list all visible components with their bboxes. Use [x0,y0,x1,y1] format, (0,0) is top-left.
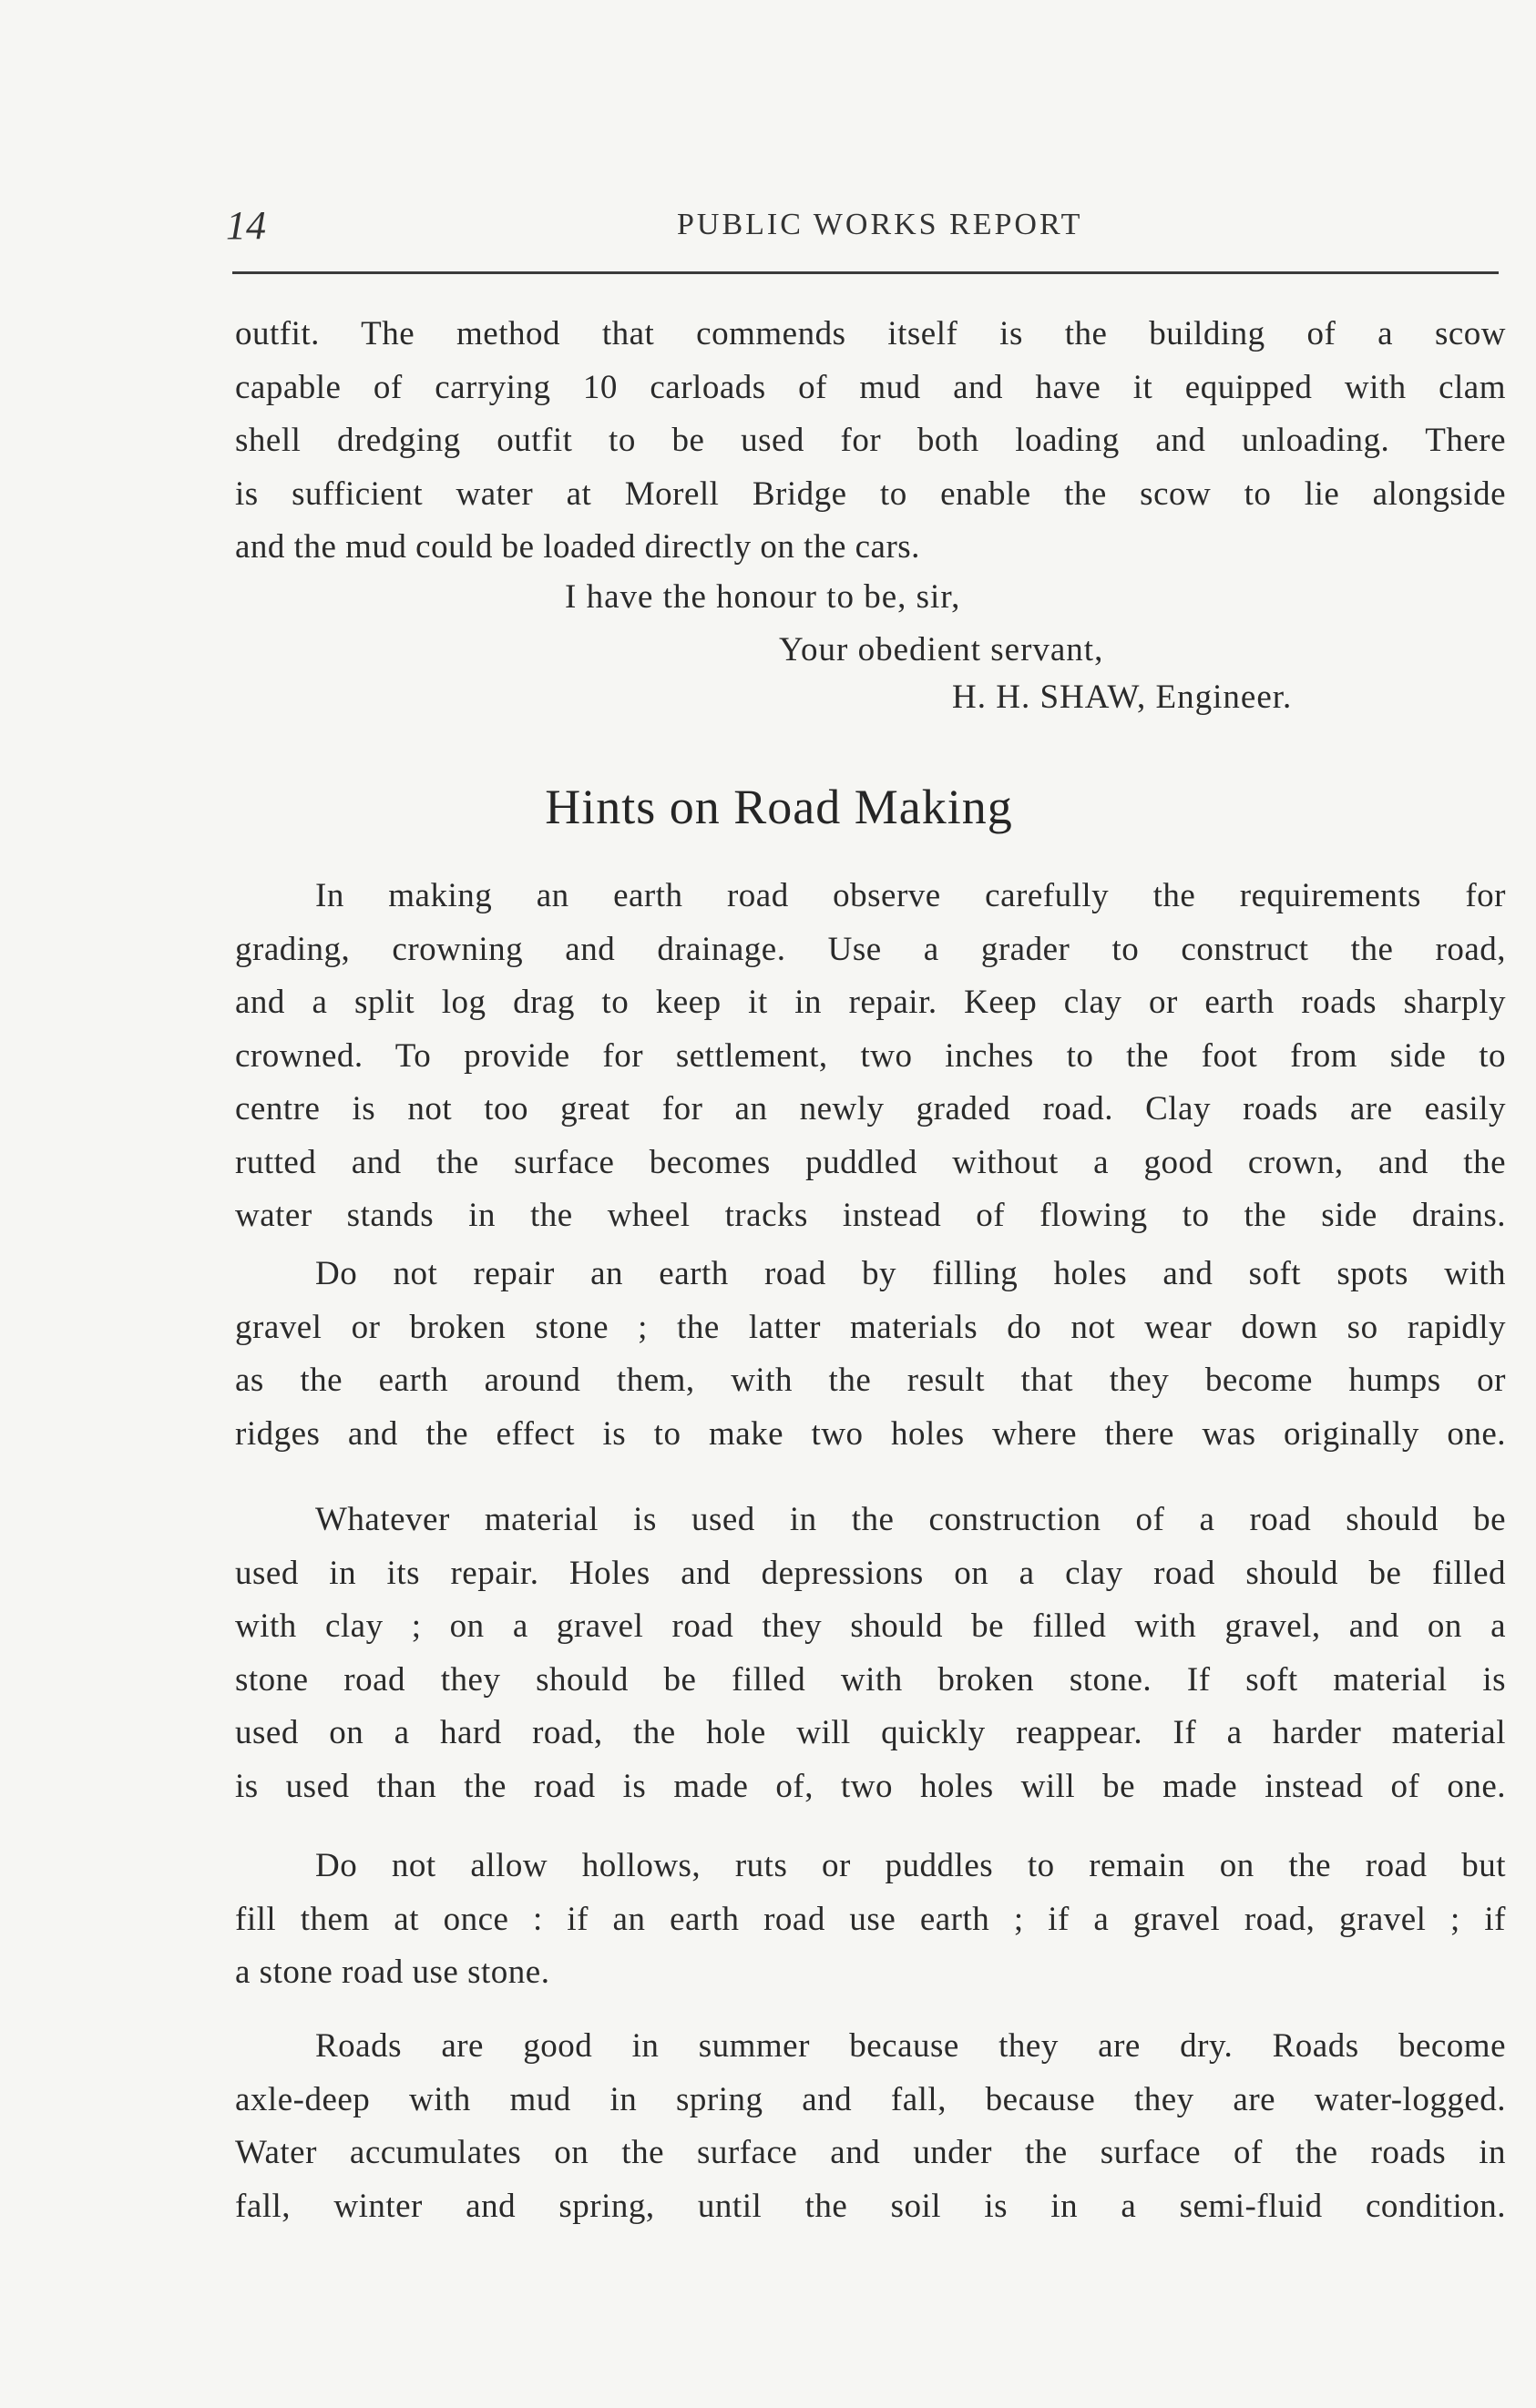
header-rule [232,271,1499,274]
text-line: centre is not too great for an newly graded road. Clay roads are easily [235,1090,1506,1127]
paragraph-2 [235,1248,1506,1461]
text-line: axle-deep with mud in spring and fall, because they are water-logged. [235,2080,1506,2118]
section-title: Hints on Road Making [545,780,1013,834]
text-line: outfit. The method that commends itself is the building of a scow [235,315,1506,352]
signature: H. H. SHAW, Engineer. [952,679,1293,716]
text-line: fill them at once : if an earth road use earth ; if a gravel road, gravel ; if [235,1900,1506,1938]
text-line: grading, crowning and drainage. Use a grader to construct the road, [235,930,1506,968]
text-line: Do not allow hollows, ruts or puddles to remain on the road but [315,1847,1506,1884]
text-line: Roads are good in summer because they are dry. Roads become [315,2027,1506,2065]
text-line: fall, winter and spring, until the soil is in a semi-fluid condition. [235,2187,1506,2225]
text-line: In making an earth road observe carefully the requirements for [315,877,1506,914]
paragraph-3 [235,1494,1506,1813]
text-line: is sufficient water at Morell Bridge to enable the scow to lie alongside [235,474,1506,513]
page-number: 14 [226,203,266,248]
text-line: crowned. To provide for settlement, two inches to the foot from side to [235,1036,1506,1075]
closing-servant: Your obedient servant, [779,631,1104,668]
running-title: PUBLIC WORKS REPORT [677,208,1083,241]
text-line: Water accumulates on the surface and under the surface of the roads in [235,2134,1506,2171]
text-line: gravel or broken stone ; the latter materials do not wear down so rapidly [235,1308,1506,1346]
text-line: Do not repair an earth road by filling holes and soft spots with [315,1255,1506,1292]
text-line: is used than the road is made of, two holes will be made instead of one. [235,1767,1506,1805]
running-head [226,191,1501,255]
letter-paragraph [235,308,1506,575]
text-line: with clay ; on a gravel road they should be filled with gravel, and on a [235,1607,1506,1645]
text-line: rutted and the surface becomes puddled without a good crown, and the [235,1143,1506,1181]
text-line: used on a hard road, the hole will quickly reappear. If a harder material [235,1714,1506,1751]
text-line: ridges and the effect is to make two holes where there was originally one. [235,1414,1506,1453]
text-line: water stands in the wheel tracks instead of flowing to the side drains. [235,1197,1506,1234]
paragraph-1 [235,870,1506,1243]
text-line: capable of carrying 10 carloads of mud and have it equipped with clam [235,368,1506,406]
paragraph-4 [235,1840,1506,2000]
text-line: stone road they should be filled with broken stone. If soft material is [235,1660,1506,1699]
text-line: used in its repair. Holes and depressions on a clay road should be filled [235,1554,1506,1592]
text-line: and the mud could be loaded directly on the cars. [235,528,920,566]
text-line: a stone road use stone. [235,1954,550,1991]
text-line: shell dredging outfit to be used for both loading and unloading. There [235,422,1506,459]
closing-line: I have the honour to be, sir, [565,578,961,616]
text-line: Whatever material is used in the construction of a road should be [315,1501,1506,1538]
text-line: as the earth around them, with the result that they become humps or [235,1362,1506,1399]
text-line: and a split log drag to keep it in repair. Keep clay or earth roads sharply [235,984,1506,1021]
paragraph-5 [235,2020,1506,2233]
